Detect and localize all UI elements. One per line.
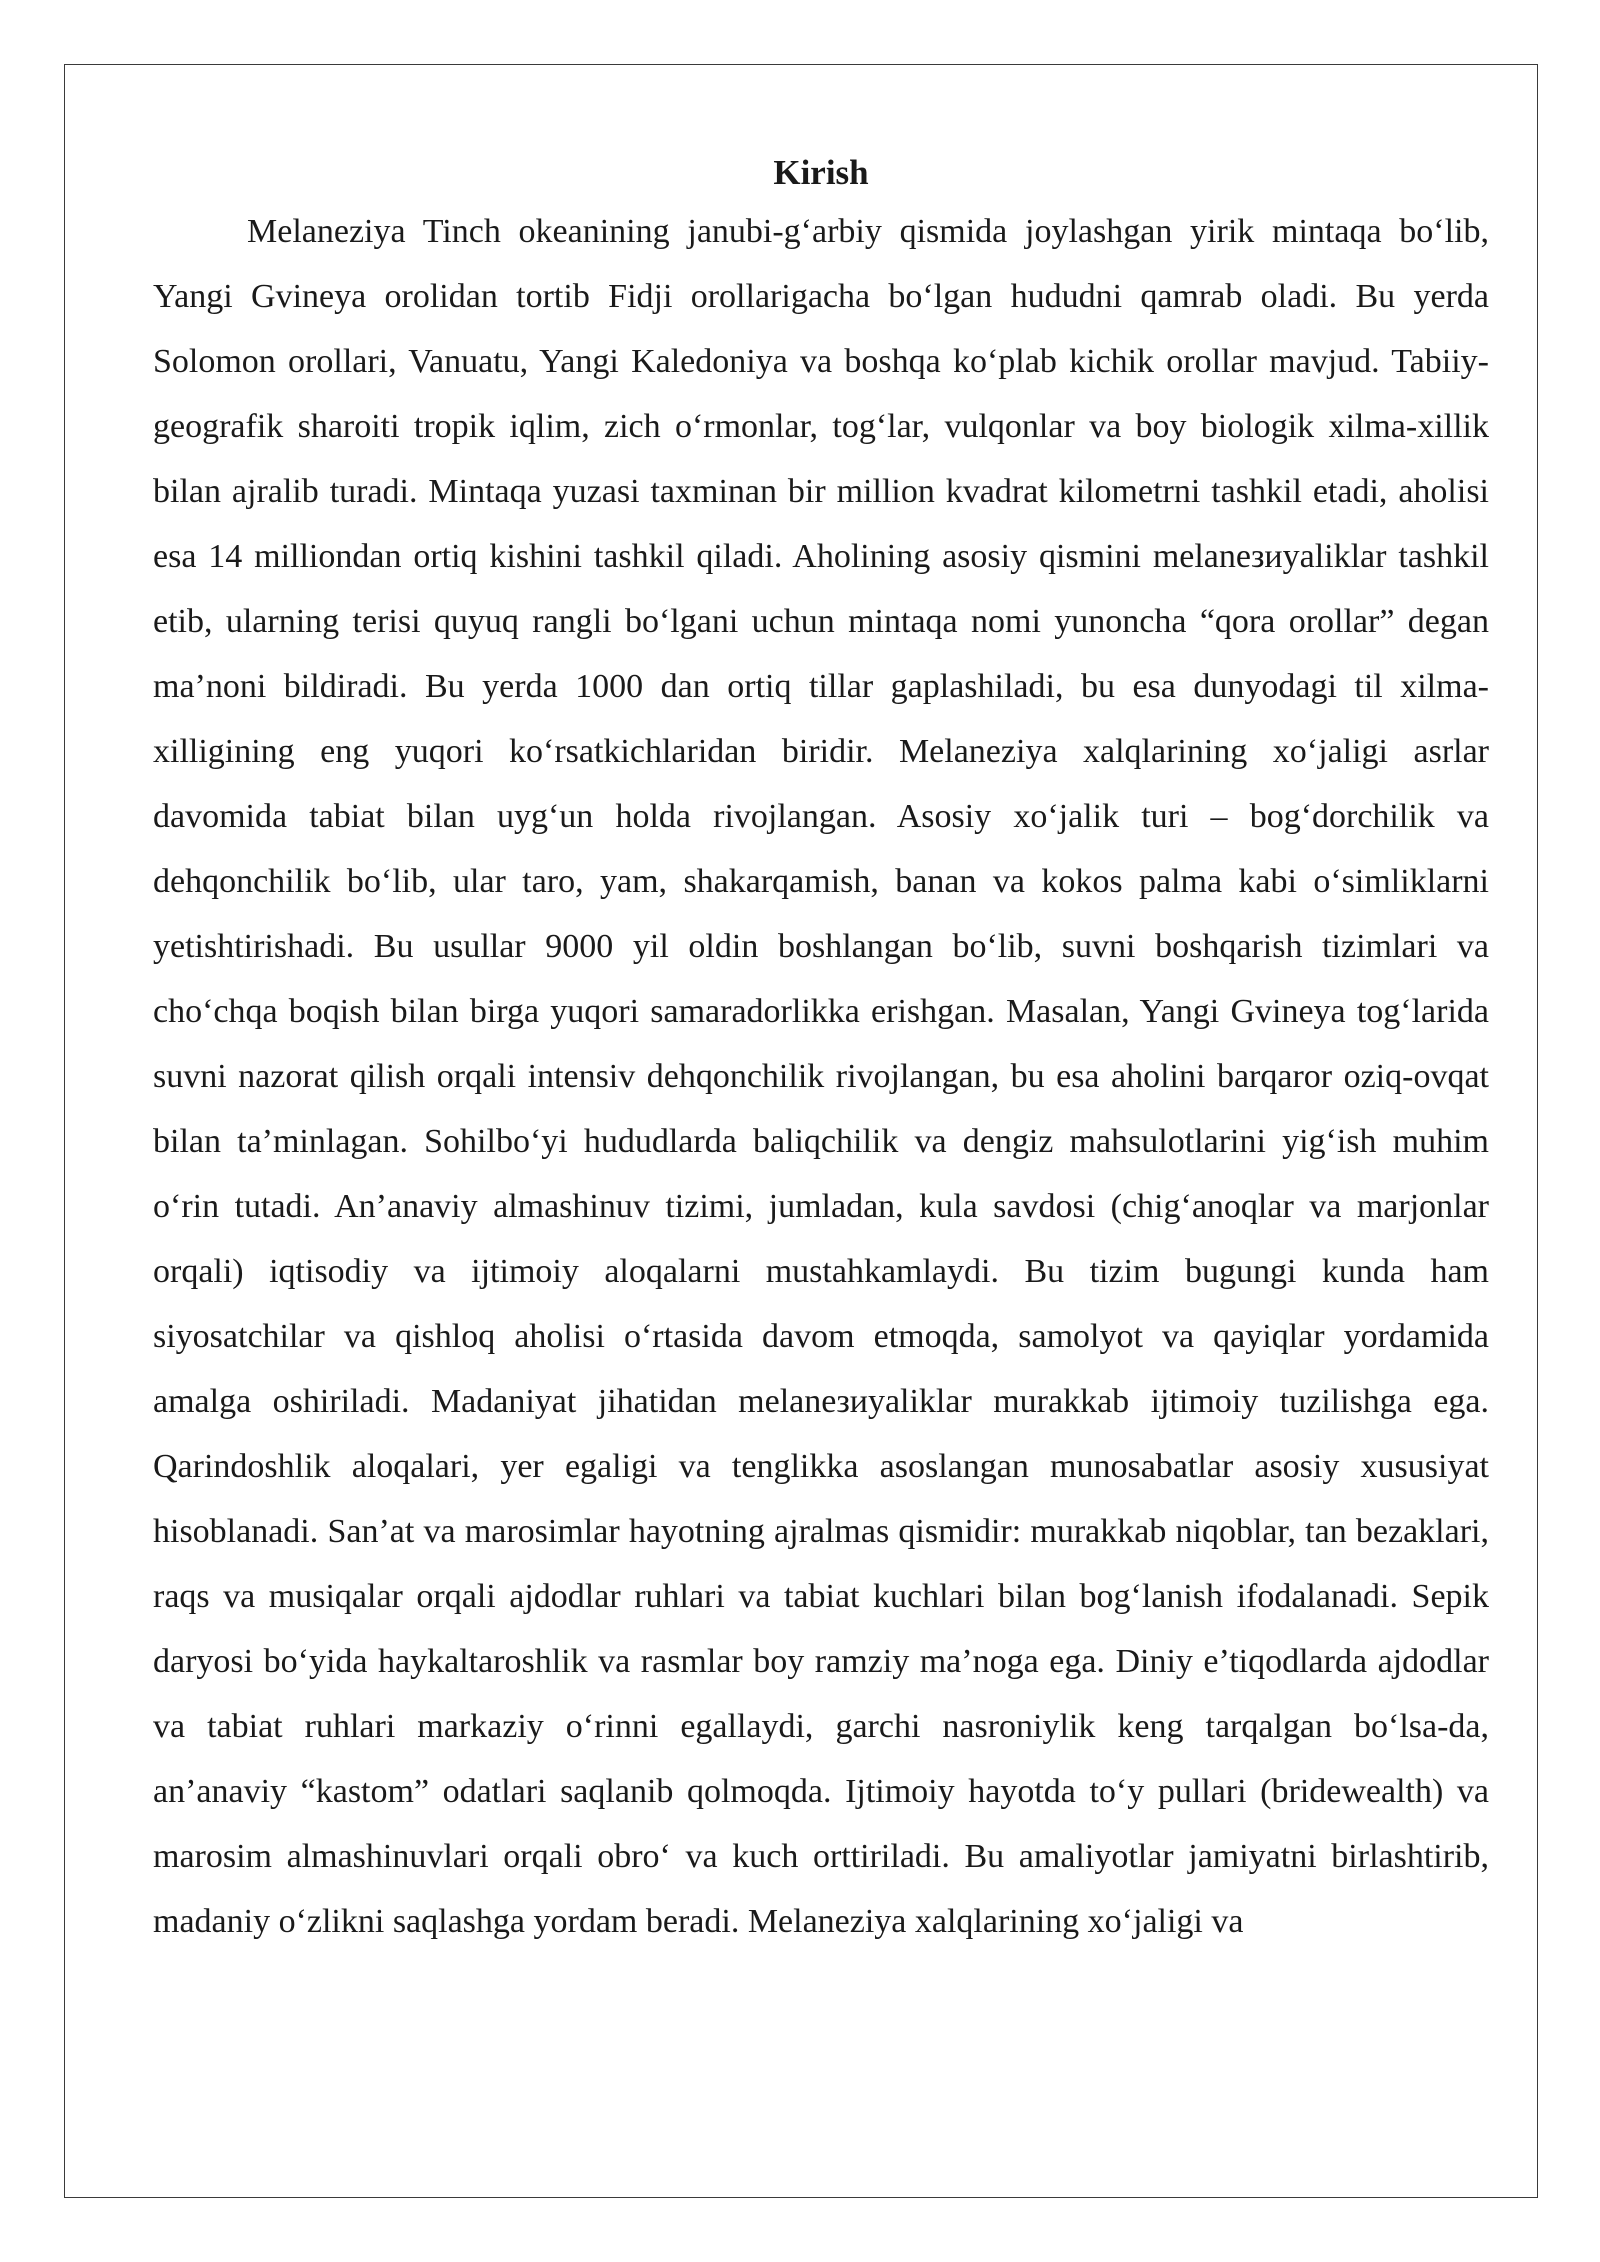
document-body <box>153 147 1489 1954</box>
body-paragraph: Melaneziya Tinch okeanining janubi-g‘arbiy qismida joylashgan yirik mintaqa bo‘lib, Yangi Gvineya orolidan tortib Fidji orollarigacha bo‘lgan hududni qamrab oladi. Bu yerda Solomon orollari, Vanuatu, Yangi Kaledoniya va boshqa ko‘plab kichik orollar mavjud. Tabiiy-geografik sharoiti tropik iqlim, zich o‘rmonlar, tog‘lar, vulqonlar va boy biologik xilma-xillik bilan ajralib turadi. Mintaqa yuzasi taxminan bir million kvadrat kilometrni tashkil etadi, aholisi esa 14 milliondan ortiq kishini tashkil qiladi. Aholining asosiy qismini melaneзиyaliklar tashkil etib, ularning terisi quyuq rangli bo‘lgani uchun mintaqa nomi yunoncha “qora orollar” degan ma’noni bildiradi. Bu yerda 1000 dan ortiq tillar gaplashiladi, bu esa dunyodagi til xilma-xilligining eng yuqori ko‘rsatkichlaridan biridir. Melaneziya xalqlarining xo‘jaligi asrlar davomida tabiat bilan uyg‘un holda rivojlangan. Asosiy xo‘jalik turi – bog‘dorchilik va dehqonchilik bo‘lib, ular taro, yam, shakarqamish, banan va kokos palma kabi o‘simliklarni yetishtirishadi. Bu usullar 9000 yil oldin boshlangan bo‘lib, suvni boshqarish tizimlari va cho‘chqa boqish bilan birga yuqori samaradorlikka erishgan. Masalan, Yangi Gvineya tog‘larida suvni nazorat qilish orqali intensiv dehqonchilik rivojlangan, bu esa aholini barqaror oziq-ovqat bilan ta’minlagan. Sohilbo‘yi hududlarda baliqchilik va dengiz mahsulotlarini yig‘ish muhim o‘rin tutadi. An’anaviy almashinuv tizimi, jumladan, kula savdosi (chig‘anoqlar va marjonlar orqali) iqtisodiy va ijtimoiy aloqalarni mustahkamlaydi. Bu tizim bugungi kunda ham siyosatchilar va qishloq aholisi o‘rtasida davom etmoqda, samolyot va qayiqlar yordamida amalga oshiriladi. Madaniyat jihatidan melaneзиyaliklar murakkab ijtimoiy tuzilishga ega. Qarindoshlik aloqalari, yer egaligi va tenglikka asoslangan munosabatlar asosiy xususiyat hisoblanadi. San’at va marosimlar hayotning ajralmas qismidir: murakkab niqoblar, tan bezaklari, raqs va musiqalar orqali ajdodlar ruhlari va tabiat kuchlari bilan bog‘lanish ifodalanadi. Sepik daryosi bo‘yida haykaltaroshlik va rasmlar boy ramziy ma’noga ega. Diniy e’tiqodlarda ajdodlar va tabiat ruhlari markaziy o‘rinni egallaydi, garchi nasroniylik keng tarqalgan bo‘lsa-da, an’anaviy “kastom” odatlari saqlanib qolmoqda. Ijtimoiy hayotda to‘y pullari (bridewealth) va marosim almashinuvlari orqali obro‘ va kuch orttiriladi. Bu amaliyotlar jamiyatni birlashtirib, madaniy o‘zlikni saqlashga yordam beradi. Melaneziya xalqlarining xo‘jaligi va <box>153 213 1489 1940</box>
section-heading: Kirish <box>773 153 869 192</box>
